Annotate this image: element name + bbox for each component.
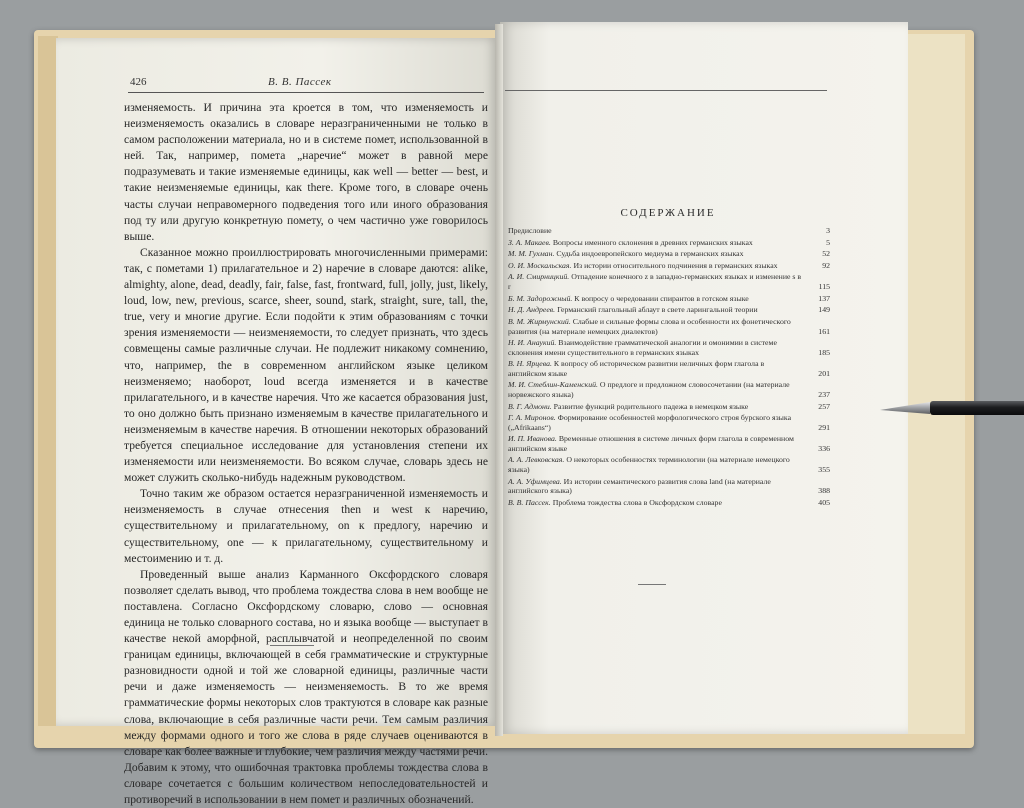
toc-title-text: Развитие функций родительного падежа в немецком языке <box>553 401 749 411</box>
toc-page: 185 <box>818 347 830 357</box>
toc-item <box>508 272 830 292</box>
toc-page: 3 <box>826 226 830 236</box>
toc-title-text: Отпадение конечного z в западно-германских языках и изменение s в r <box>508 272 802 292</box>
toc-author: А. А. Левковская. <box>508 455 565 465</box>
pen-icon <box>878 396 1024 418</box>
toc-page: 161 <box>818 326 830 336</box>
toc-item <box>508 338 830 358</box>
toc-item <box>508 498 830 508</box>
toc-title-text: Германский глагольный аблаут в свете ларингальной теории <box>557 305 758 315</box>
toc-item <box>508 413 830 433</box>
toc-author: А. А. Уфимцева. <box>508 476 562 486</box>
toc-author: В. Н. Ярцева. <box>508 359 552 369</box>
toc-title-text: Слабые и сильные формы слова и особенности их фонетического развития (на материале немецких диалектов) <box>508 316 791 336</box>
body-text <box>124 100 488 807</box>
book-gutter <box>495 24 503 736</box>
paragraph: изменяемость. И причина эта кроется в том, что изменяемость и неизменяемость оказались в словаре неразграниченными не только в самом расположении материала, но и в системе помет, использованной в ней. Так, например, помета „наречие“ может в равной мере подразумевать и такие изменяемые единицы, как well — better — best, и такие неизменяемые единицы, как there. Кроме того, в словаре очень часты случаи неправомерного подведения того или иного образования под ту или другую конкретную помету, о чем частично уже говорилось выше. <box>124 101 488 243</box>
end-rule <box>270 645 314 646</box>
toc-author: Н. Д. Андреев. <box>508 305 556 315</box>
toc-title-text: К вопросу об историческом развитии неличных форм глагола в английском языке <box>508 359 765 378</box>
page-number: 426 <box>130 76 147 88</box>
toc-title-text: Взаимодействие грамматической аналогии и омонимии в системе склонения имени существительного в германских языках <box>508 337 777 357</box>
paragraph: Сказанное можно проиллюстрировать многочисленными примерами: так, с пометами 1) прилагательное и 2) наречие в словаре даются: alike, almighty, alone, dead, deadly, fair, false, fast, frontward, full, jolly, just, likely, loud, low, new, previous, scarce, sheer, sound, stark, straight, sure, tall, the, true, very и многие другие. Если подойти к этим образованиям с точки зрения изменяемости — неизменяемости, то следует признать, что здесь совмещены самые различные случаи. Не подлежит никакому сомнению, что, например, the в современном английском языке целиком неизменяемо; наоборот, loud всегда изменяется и в качестве прилагательного, и в качестве наречия. Что же касается образования just, то оно должно быть признано изменяемым в качестве прилагательного и неизменяемым в качестве наречия. В отношении некоторых образований требуется специальное исследование для установления степени их изменяемости или неизменяемости. Во всяком случае, словарь здесь не может служить сколько-нибудь надежным руководством. <box>124 245 488 485</box>
toc-author: А. И. Смирницкий. <box>508 272 570 282</box>
toc-title-text: Временные отношения в системе личных форм глагола в современном английском языке <box>508 434 794 454</box>
toc-title-text: Из истории семантического развития слова land (на материале английского языка) <box>508 476 771 496</box>
toc-item <box>508 455 830 475</box>
toc-item <box>508 380 830 400</box>
toc-page: 201 <box>818 368 830 378</box>
toc-page: 149 <box>818 305 830 315</box>
toc-title: СОДЕРЖАНИЕ <box>620 207 716 219</box>
toc-author: М. М. Гухман. <box>508 249 555 259</box>
toc-page: 237 <box>818 390 830 400</box>
toc-item <box>508 261 830 271</box>
toc-item <box>508 226 830 236</box>
toc-page: 405 <box>818 498 830 508</box>
paragraph: Точно таким же образом остается неразграниченной изменяемость и неизменяемость в случае отнесения then и west к наречию, существительному и прилагательному, on к предлогу, наречию и существительному, one — к прилагательному, существительному и местоимению и т. д. <box>124 487 488 565</box>
toc-page: 92 <box>822 260 830 270</box>
toc-item <box>508 434 830 454</box>
toc-author: М. И. Стеблин-Каменский. <box>508 380 598 390</box>
toc-title-text: Из истории относительного подчинения в германских языках <box>573 260 778 270</box>
paragraph: Проведенный выше анализ Карманного Оксфордского словаря позволяет сделать вывод, что проблема тождества слова в нем вообще не поставлена. Согласно Оксфордскому словарю, слово — основная единица не только словарного состава, но и языка вообще — выступает в качестве некой аморфной, расплывчатой и неопределенной по своим границам единицы, включающей в себя грамматические и структурные разновидности одной и той же словарной единицы, различные части речи и даже изменяемость — неизменяемость. В то же время грамматические формы некоторых слов трактуются в словаре как разные слова, включающие в себя различные части речи. Тем самым различия между формами одного и того же слова в ряде случаев оцениваются в словаре как более важные и глубокие, чем различия между частями речи. Добавим к этому, что ошибочная трактовка проблемы тождества слова в словаре сочетается с большим количеством непоследовательностей и противоречий в использовании в нем помет и различных обозначений. <box>124 567 488 807</box>
toc-item <box>508 477 830 497</box>
toc-page: 291 <box>818 422 830 432</box>
toc-title-text: Формирование особенностей морфологического строя бурского языка („Afrikaans“) <box>508 413 792 432</box>
toc-author: Н. И. Анаукий. <box>508 337 557 347</box>
toc-author: И. П. Иванова. <box>508 434 557 444</box>
toc-item <box>508 249 830 259</box>
toc-item <box>508 317 830 337</box>
toc-title-text: К вопросу о чередовании спирантов в готском языке <box>574 293 749 303</box>
toc-author: З. А. Макаев. <box>508 237 551 247</box>
toc-page: 115 <box>818 282 830 292</box>
toc-item <box>508 238 830 248</box>
toc-page: 336 <box>818 444 830 454</box>
toc-page: 355 <box>818 465 830 475</box>
toc-author: Г. А. Миронов. <box>508 413 556 423</box>
page-edges-right <box>900 34 965 734</box>
toc-top-rule <box>505 90 827 91</box>
toc-title-text: О предлоге и предложном словосочетании (на материале норвежского языка) <box>508 380 790 400</box>
table-of-contents <box>508 226 830 556</box>
toc-page: 5 <box>826 237 830 247</box>
toc-page: 388 <box>818 486 830 496</box>
toc-title-text: Предисловие <box>508 226 552 235</box>
running-head-author: В. В. Пассек <box>268 76 332 88</box>
toc-page: 52 <box>822 249 830 259</box>
toc-author: О. И. Москальская. <box>508 260 572 270</box>
toc-author: Б. М. Задорожный. <box>508 293 573 303</box>
toc-item <box>508 402 830 412</box>
toc-item <box>508 359 830 379</box>
running-head <box>130 76 480 96</box>
toc-title-text: Судьба индоевропейского медиума в германских языках <box>556 249 744 259</box>
end-rule <box>638 584 666 585</box>
toc-page: 257 <box>818 401 830 411</box>
header-rule <box>128 92 484 93</box>
toc-author: В. М. Жирмунский. <box>508 316 571 326</box>
toc-item <box>508 294 830 304</box>
cover-edge <box>38 36 58 726</box>
toc-title-text: О некоторых особенностях терминологии (на материале немецкого языка) <box>508 455 790 475</box>
toc-title-text: Проблема тождества слова в Оксфордском словаре <box>552 497 722 507</box>
toc-item <box>508 305 830 315</box>
toc-author: В. В. Пассек. <box>508 497 551 507</box>
toc-page: 137 <box>818 293 830 303</box>
toc-author: В. Г. Адмони. <box>508 401 552 411</box>
toc-title-text: Вопросы именного склонения в древних германских языках <box>552 237 753 247</box>
